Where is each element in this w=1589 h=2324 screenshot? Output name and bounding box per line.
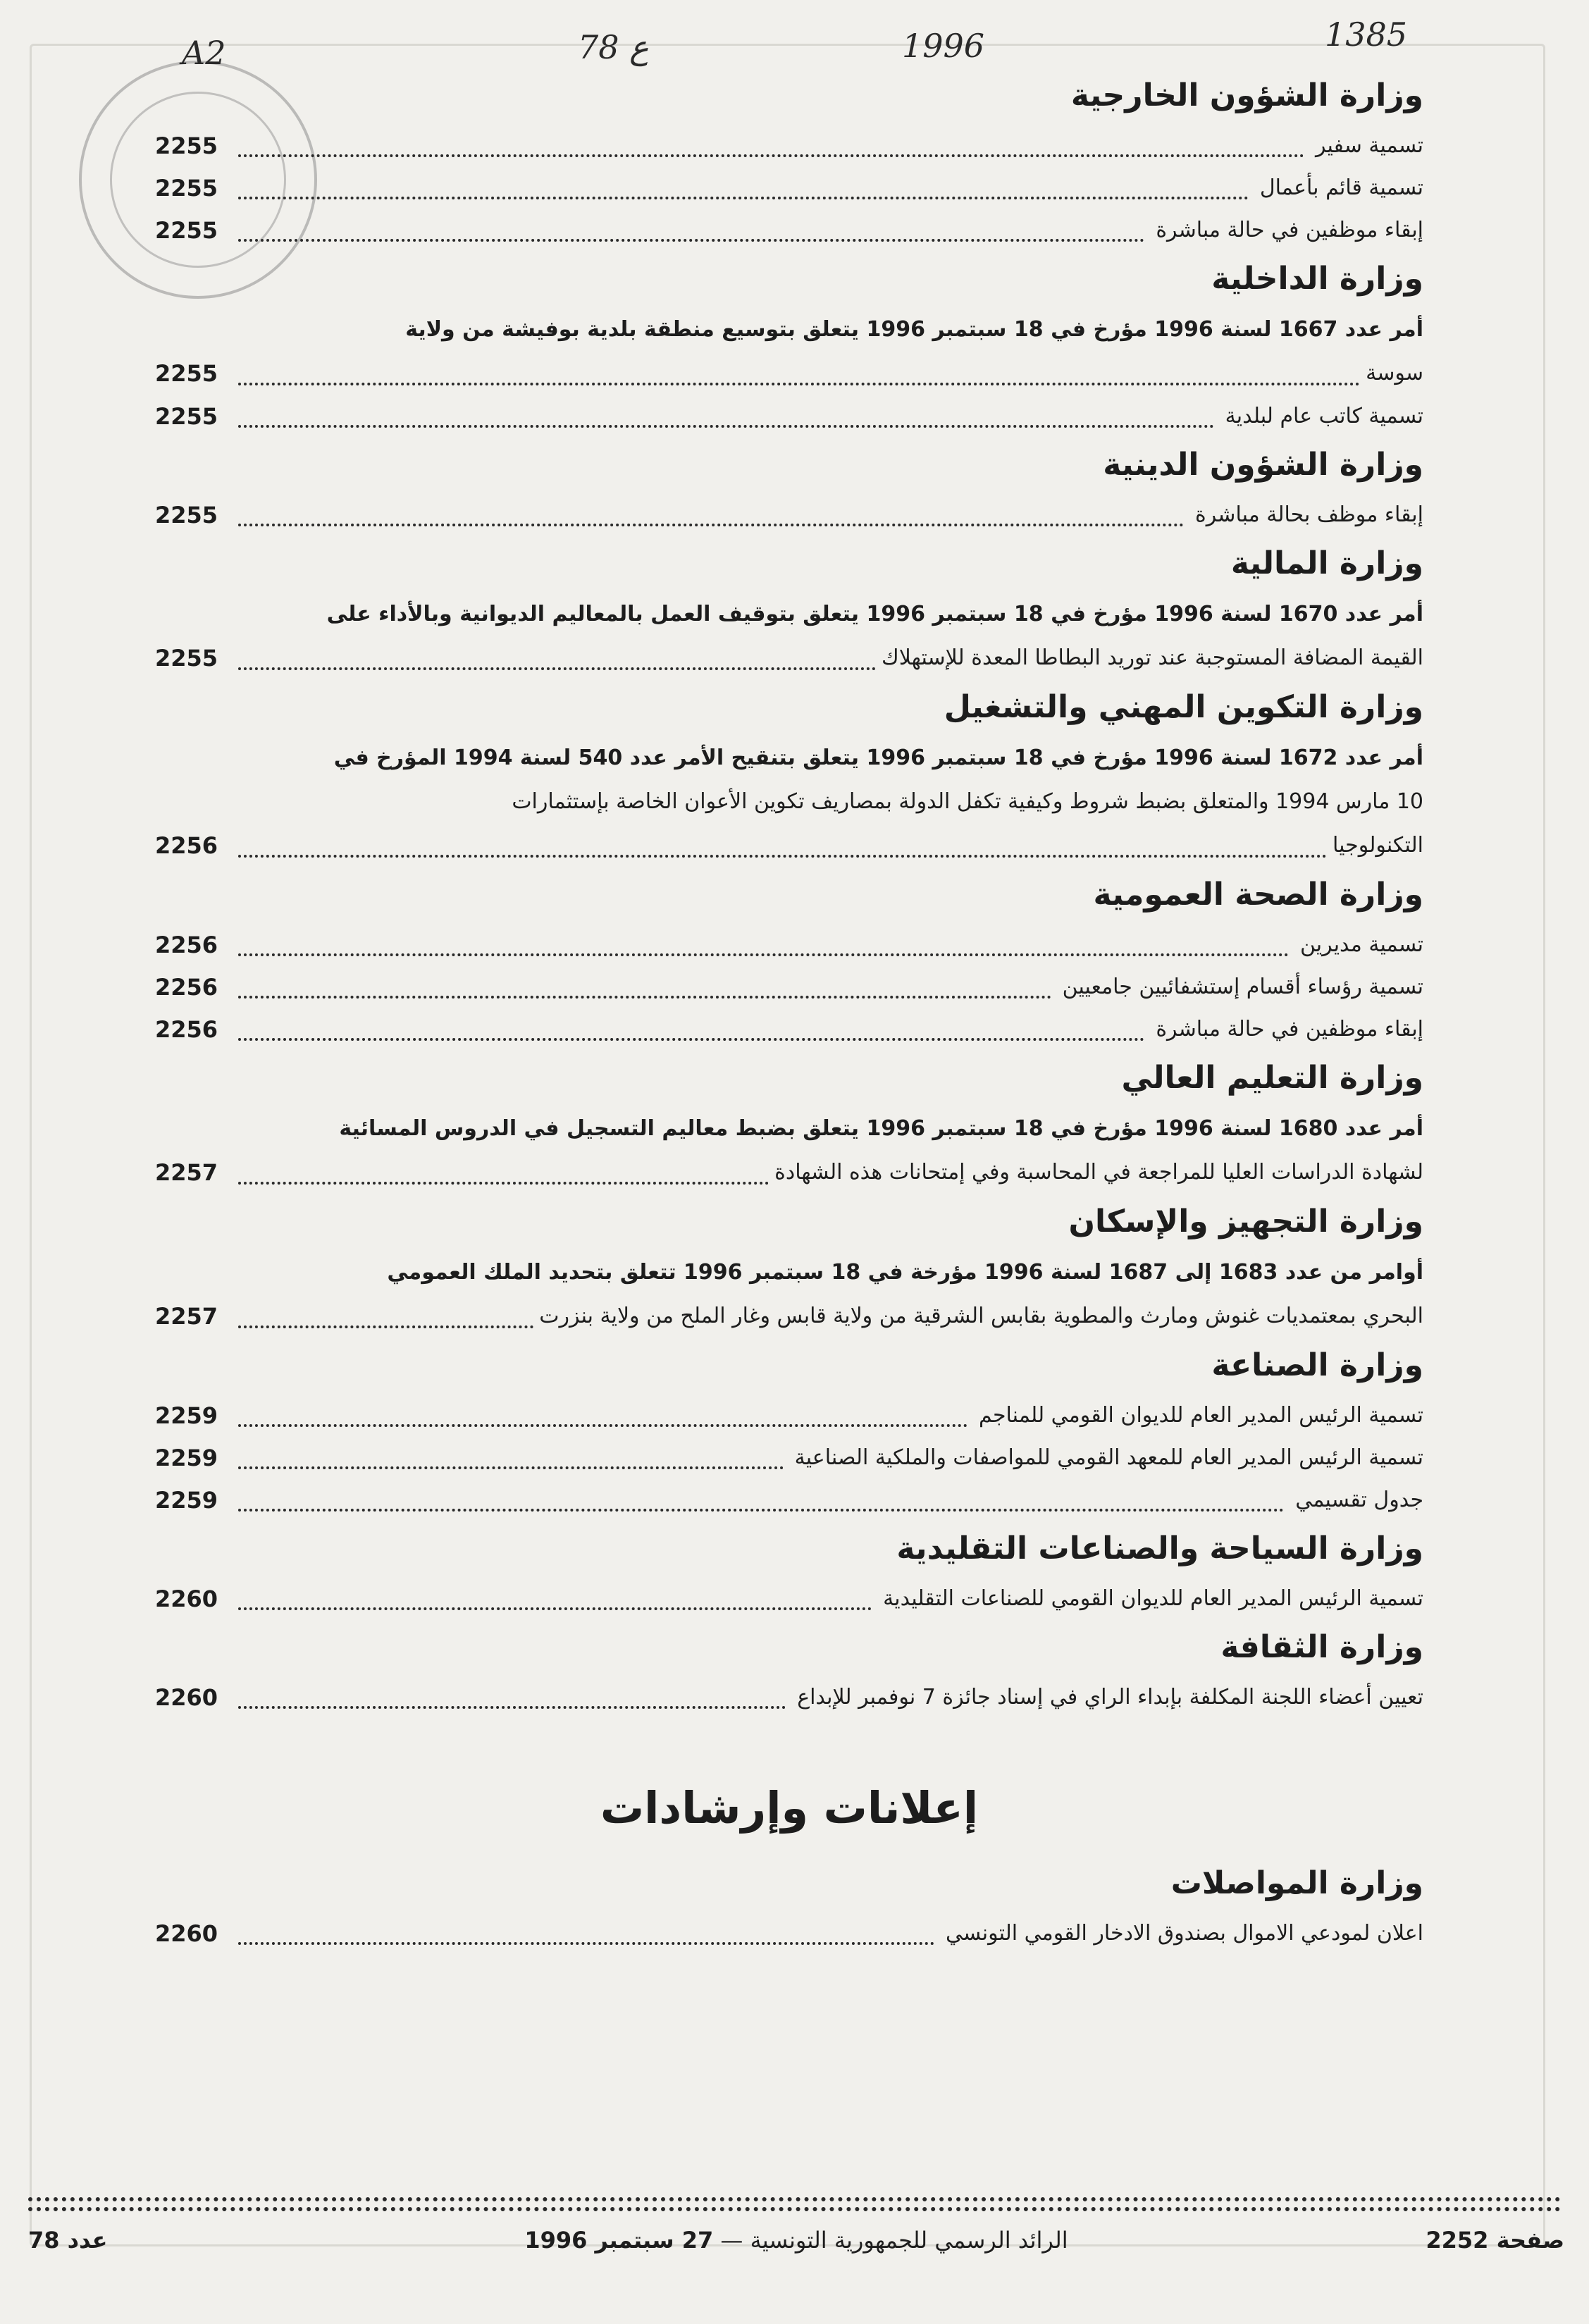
decree-entry	[155, 1107, 1423, 1194]
toc-entry	[155, 1008, 1423, 1051]
ministry-section	[155, 686, 1423, 867]
decree-line: أمر عدد 1667 لسنة 1996 مؤرخ في 18 سبتمبر 1996 يتعلق بتوسيع منطقة بلدية بوفيشة من ولاية	[405, 317, 1423, 342]
dot-leader	[238, 855, 1327, 858]
ministry-section	[155, 1527, 1423, 1620]
ministry-section	[155, 542, 1423, 680]
ministry-section	[155, 1862, 1423, 1955]
decree-text	[233, 308, 1423, 395]
toc-entry	[155, 1676, 1423, 1719]
handwritten-issue-note: 78 ع	[578, 28, 649, 66]
page-number: 2259	[155, 1402, 218, 1429]
dot-leader	[238, 154, 1304, 157]
decree-line: سوسة	[1366, 361, 1423, 385]
entry-text: تعيين أعضاء اللجنة المكلفة بإبداء الراي في إسناد جائزة 7 نوفمبر للإبداع	[797, 1685, 1423, 1710]
ministry-section	[155, 443, 1423, 536]
footer-publication-name: الرائد الرسمي للجمهورية التونسية —	[720, 2227, 1068, 2254]
entry-text: إبقاء موظفين في حالة مباشرة	[1156, 218, 1423, 242]
ministry-section	[155, 1056, 1423, 1194]
dot-leader	[238, 1182, 769, 1185]
entry-text: إبقاء موظف بحالة مباشرة	[1195, 502, 1423, 527]
decree-line: أمر عدد 1670 لسنة 1996 مؤرخ في 18 سبتمبر 1996 يتعلق بتوقيف العمل بالمعاليم الديوانية وبالأداء على	[326, 602, 1423, 626]
entry-text: تسمية رؤساء أقسام إستشفائيين جامعيين	[1062, 975, 1423, 999]
ministry-section	[155, 1344, 1423, 1521]
decree-line: أمر عدد 1680 لسنة 1996 مؤرخ في 18 سبتمبر 1996 يتعلق بضبط معاليم التسجيل في الدروس المسائية	[339, 1116, 1423, 1141]
ministry-title: وزارة الداخلية	[1211, 261, 1423, 297]
decree-last-line	[233, 636, 1423, 680]
handwritten-year-note: 1996	[902, 27, 985, 65]
decree-entry	[155, 736, 1423, 867]
page-number: 2256	[155, 1016, 218, 1043]
dot-leader	[238, 1325, 533, 1328]
dot-leader	[238, 1942, 934, 1945]
dot-leader	[238, 667, 876, 670]
page-number: 2260	[155, 1920, 218, 1947]
entry-text: جدول تقسيمي	[1295, 1488, 1423, 1512]
ministry-title: وزارة الثقافة	[1220, 1629, 1423, 1665]
decree-line: أمر عدد 1672 لسنة 1996 مؤرخ في 18 سبتمبر 1996 يتعلق بتنقيح الأمر عدد 540 لسنة 1994 المؤرخ في	[333, 746, 1423, 770]
page-number: 2256	[155, 832, 218, 859]
page-number: 2255	[155, 360, 218, 387]
dot-leader	[238, 197, 1249, 199]
footer-issue-number: عدد 78	[28, 2227, 108, 2254]
decree-line: لشهادة الدراسات العليا للمراجعة في المحاسبة وفي إمتحانات هذه الشهادة	[774, 1160, 1423, 1185]
dot-leader	[238, 1607, 872, 1610]
ministry-title: وزارة التجهيز والإسكان	[1068, 1204, 1423, 1240]
page-number: 2257	[155, 1303, 218, 1330]
page-number: 2255	[155, 502, 218, 529]
toc-entry	[155, 924, 1423, 966]
announcements-heading: إعلانات وإرشادات	[600, 1782, 979, 1834]
entry-text: إبقاء موظفين في حالة مباشرة	[1156, 1017, 1423, 1042]
page-number: 2260	[155, 1586, 218, 1612]
ministry-section	[155, 74, 1423, 252]
dot-leader	[238, 953, 1289, 956]
page-number: 2255	[155, 217, 218, 244]
page-number: 2255	[155, 132, 218, 159]
dot-leader	[238, 1706, 786, 1709]
ministry-title: وزارة التعليم العالي	[1121, 1060, 1423, 1096]
decree-entry	[155, 593, 1423, 680]
table-of-contents	[155, 74, 1423, 1960]
dot-leader	[238, 1038, 1144, 1041]
ministry-title: وزارة المواصلات	[1170, 1865, 1423, 1901]
decree-line: التكنولوجيا	[1332, 833, 1423, 858]
page-number: 2259	[155, 1445, 218, 1471]
dot-leader	[238, 996, 1051, 999]
entry-text: تسمية قائم بأعمال	[1259, 175, 1423, 200]
dot-leader	[238, 1466, 784, 1469]
decree-line: القيمة المضافة المستوجبة عند توريد البطاطا المعدة للإستهلاك	[882, 645, 1423, 670]
page-number: 2255	[155, 403, 218, 430]
footer-date: 27 سبتمبر 1996	[524, 2227, 714, 2254]
footer-divider	[28, 2197, 1561, 2201]
footer-publication	[28, 2227, 1564, 2254]
ministry-section	[155, 1200, 1423, 1338]
toc-entry	[155, 966, 1423, 1008]
decree-last-line	[233, 824, 1423, 867]
ministry-title: وزارة الصحة العمومية	[1093, 877, 1423, 913]
dot-leader	[238, 1509, 1284, 1512]
decree-text	[233, 1107, 1423, 1194]
entry-text: تسمية الرئيس المدير العام للديوان القومي للصناعات التقليدية	[883, 1586, 1423, 1611]
ministry-title: وزارة الصناعة	[1211, 1347, 1423, 1383]
page-number: 2257	[155, 1159, 218, 1186]
footer-divider-2	[28, 2207, 1561, 2211]
entry-text: تسمية سفير	[1315, 133, 1423, 158]
page-number: 2259	[155, 1487, 218, 1514]
entry-text: تسمية الرئيس المدير العام للديوان القومي للمناجم	[979, 1403, 1423, 1428]
ministry-title: وزارة المالية	[1230, 545, 1423, 581]
decree-text	[233, 736, 1423, 867]
handwritten-number-note: 1385	[1325, 16, 1408, 54]
page-footer	[28, 2227, 1564, 2269]
toc-entry	[155, 1578, 1423, 1620]
dot-leader	[238, 425, 1214, 428]
ministry-title: وزارة الشؤون الخارجية	[1070, 78, 1423, 113]
decree-last-line	[233, 1151, 1423, 1194]
page-number: 2260	[155, 1684, 218, 1711]
page-number: 2255	[155, 175, 218, 202]
ministry-title: وزارة السياحة والصناعات التقليدية	[896, 1531, 1423, 1566]
entry-text: تسمية كاتب عام لبلدية	[1225, 404, 1423, 428]
decree-last-line	[233, 1294, 1423, 1338]
decree-line: البحري بمعتمديات غنوش ومارث والمطوية بقابس الشرقية من ولاية قابس وغار الملح من ولاية بنزرت	[539, 1304, 1423, 1328]
ministry-section	[155, 873, 1423, 1051]
page-number: 2256	[155, 974, 218, 1001]
decree-entry	[155, 308, 1423, 395]
toc-entry	[155, 395, 1423, 438]
toc-entry	[155, 209, 1423, 252]
dot-leader	[238, 239, 1144, 242]
ministry-section	[155, 257, 1423, 438]
toc-entry	[155, 1912, 1423, 1955]
entry-text: تسمية الرئيس المدير العام للمعهد القومي للمواصفات والملكية الصناعية	[794, 1445, 1423, 1470]
toc-entry	[155, 167, 1423, 209]
decree-line: أوامر من عدد 1683 إلى 1687 لسنة 1996 مؤرخة في 18 سبتمبر 1996 تتعلق بتحديد الملك العمومي	[387, 1260, 1423, 1285]
dot-leader	[238, 524, 1184, 526]
ministry-title: وزارة التكوين المهني والتشغيل	[944, 689, 1423, 725]
page-number: 2255	[155, 645, 218, 672]
dot-leader	[238, 1424, 967, 1427]
toc-entry	[155, 1479, 1423, 1521]
toc-entry	[155, 1395, 1423, 1437]
entry-text: اعلان لمودعي الاموال بصندوق الادخار القومي التونسي	[945, 1921, 1423, 1946]
page-number: 2256	[155, 932, 218, 958]
decree-last-line	[233, 352, 1423, 395]
ministry-section	[155, 1626, 1423, 1719]
footer-page-number: صفحة 2252	[1426, 2227, 1564, 2254]
ministry-title: وزارة الشؤون الدينية	[1103, 447, 1423, 483]
toc-entry	[155, 125, 1423, 167]
dot-leader	[238, 383, 1360, 385]
toc-entry	[155, 1437, 1423, 1479]
decree-line: 10 مارس 1994 والمتعلق بضبط شروط وكيفية تكفل الدولة بمصاريف تكوين الأعوان الخاصة بإستثمارات	[512, 789, 1423, 814]
decree-entry	[155, 1251, 1423, 1338]
decree-text	[233, 593, 1423, 680]
handwritten-code: A2	[182, 34, 226, 72]
entry-text: تسمية مديرين	[1299, 932, 1423, 957]
decree-text	[233, 1251, 1423, 1338]
toc-entry	[155, 494, 1423, 536]
